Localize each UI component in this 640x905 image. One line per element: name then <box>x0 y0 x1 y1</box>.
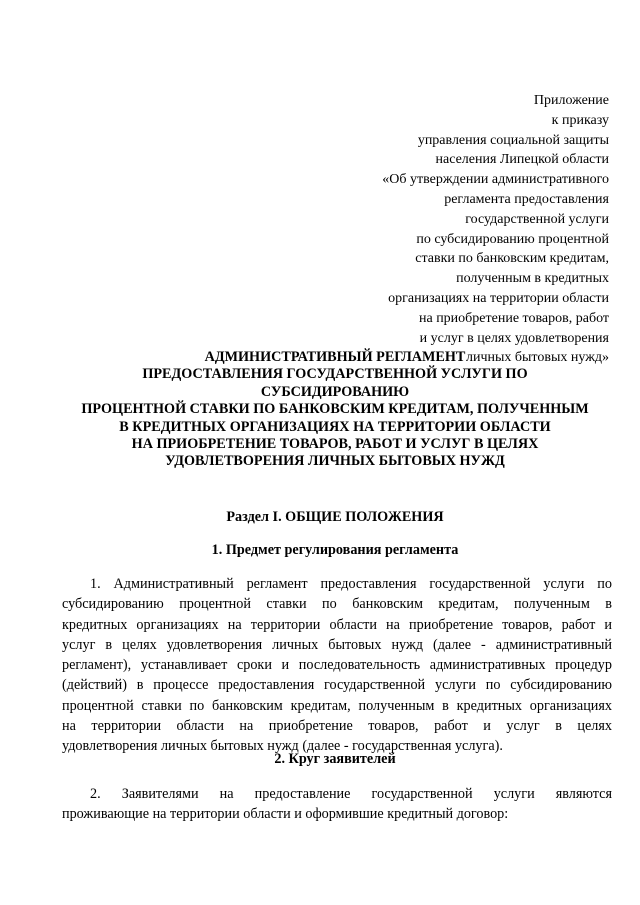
appendix-line: на приобретение товаров, работ <box>418 310 609 326</box>
title-line: ПРОЦЕНТНОЙ СТАВКИ ПО БАНКОВСКИМ КРЕДИТАМ, ПОЛУЧЕННЫМ <box>81 401 589 418</box>
title-line: В КРЕДИТНЫХ ОРГАНИЗАЦИЯХ НА ТЕРРИТОРИИ ОБЛАСТИ <box>119 418 551 435</box>
section-heading: Раздел I. ОБЩИЕ ПОЛОЖЕНИЯ <box>226 509 444 525</box>
appendix-line: и услуг в целях удовлетворения <box>419 330 609 346</box>
appendix-line: по субсидированию процентной <box>416 231 609 247</box>
appendix-line: к приказу <box>551 112 609 128</box>
paragraph-line: проживающие на территории области и оформившие кредитный договор: <box>62 806 509 823</box>
appendix-line: ставки по банковским кредитам, <box>415 251 609 267</box>
paragraph-line: услуг в целях удовлетворения личных бытовых нужд (далее - административный <box>62 636 612 653</box>
appendix-line: государственной услуги <box>465 211 609 227</box>
appendix-line: Приложение <box>533 93 609 108</box>
paragraph-subject <box>62 574 612 757</box>
paragraph-line: субсидированию процентной ставки по банковским кредитам, полученным в <box>62 596 612 613</box>
appendix-line: личных бытовых нужд» <box>465 350 609 366</box>
paragraph-line: на территории области на приобретение товаров, работ и услуг в целях <box>62 718 612 735</box>
appendix-line: полученным в кредитных <box>456 271 609 287</box>
appendix-line: населения Липецкой области <box>435 152 609 168</box>
paragraph-line: 2. Заявителями на предоставление государственной услуги являются <box>90 786 612 802</box>
paragraph-line: регламент), устанавливает сроки и последовательность административных процедур <box>62 657 612 674</box>
subsection-heading: 2. Круг заявителей <box>274 751 396 767</box>
document-title <box>40 349 630 471</box>
paragraph-line: удовлетворения личных бытовых нужд (далее - государственная услуга). <box>62 738 503 755</box>
title-line: ПРЕДОСТАВЛЕНИЯ ГОСУДАРСТВЕННОЙ УСЛУГИ ПО <box>142 366 528 383</box>
appendix-line: «Об утверждении административного <box>382 172 609 188</box>
title-line: СУБСИДИРОВАНИЮ <box>260 383 410 400</box>
subsection-heading: 1. Предмет регулирования регламента <box>211 542 459 558</box>
title-line: УДОВЛЕТВОРЕНИЯ ЛИЧНЫХ БЫТОВЫХ НУЖД <box>165 453 505 470</box>
paragraph-applicants <box>62 784 612 825</box>
appendix-reference <box>279 91 609 368</box>
paragraph-line: процентной ставки по банковским кредитам, полученным в кредитных организациях <box>62 697 612 714</box>
title-line: НА ПРИОБРЕТЕНИЕ ТОВАРОВ, РАБОТ И УСЛУГ В ЦЕЛЯХ <box>131 436 539 453</box>
paragraph-line: (действий) в процессе предоставления государственной услуги по субсидированию <box>62 677 612 694</box>
appendix-line: управления социальной защиты <box>417 132 609 148</box>
appendix-line: организациях на территории области <box>388 290 609 306</box>
paragraph-line: 1. Административный регламент предоставления государственной услуги по <box>90 576 612 592</box>
appendix-line: регламента предоставления <box>444 191 609 207</box>
title-line: АДМИНИСТРАТИВНЫЙ РЕГЛАМЕНТ <box>204 349 466 365</box>
paragraph-line: кредитных организациях на территории области на приобретение товаров, работ и <box>62 616 612 633</box>
